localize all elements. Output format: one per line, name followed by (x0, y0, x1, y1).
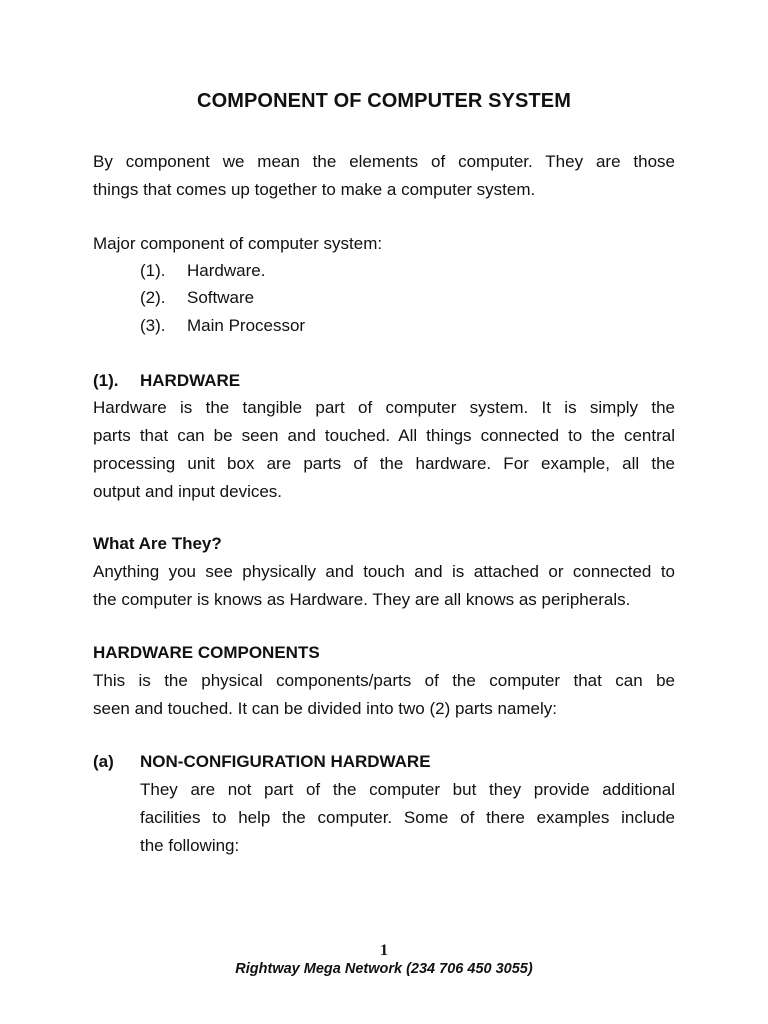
list-item (140, 312, 440, 340)
section-heading-text: HARDWARE (140, 371, 241, 390)
section-heading-text: NON-CONFIGURATION HARDWARE (140, 752, 431, 771)
list-item-text: Main Processor (187, 316, 306, 335)
hardware-paragraph (93, 394, 675, 506)
non-configuration-heading (93, 748, 493, 776)
hardware-components-paragraph (93, 667, 675, 723)
hardware-line: processing unit box are parts of the hardware. For example, all the (93, 454, 675, 473)
what-are-they-line: the computer is knows as Hardware. They are all knows as peripherals. (93, 590, 631, 609)
intro-paragraph (93, 148, 675, 204)
footer-text: Rightway Mega Network (234 706 450 3055) (235, 961, 533, 977)
list-item-text: Software (187, 288, 255, 307)
page-title: COMPONENT OF COMPUTER SYSTEM (197, 90, 571, 112)
list-item-number: (2). (140, 288, 166, 307)
hardware-line: output and input devices. (93, 482, 283, 501)
non-configuration-line: the following: (140, 836, 240, 855)
list-item (140, 284, 440, 312)
page-number: 1 (380, 942, 388, 959)
what-are-they-line: Anything you see physically and touch and is attached or connected to (93, 562, 675, 581)
what-are-they-paragraph (93, 558, 675, 614)
intro-line: By component we mean the elements of computer. They are those (93, 152, 675, 171)
list-item-number: (1). (140, 261, 166, 280)
hardware-components-line: seen and touched. It can be divided into two (2) parts namely: (93, 699, 557, 718)
hardware-components-line: This is the physical components/parts of the computer that can be (93, 671, 675, 690)
major-component-heading: Major component of computer system: (93, 234, 383, 253)
non-configuration-line: They are not part of the computer but they provide additional (140, 780, 675, 799)
what-are-they-heading: What Are They? (93, 534, 222, 553)
hardware-line: Hardware is the tangible part of computer system. It is simply the (93, 398, 675, 417)
section-number: (1). (93, 371, 119, 390)
list-item (140, 257, 440, 285)
non-configuration-line: facilities to help the computer. Some of there examples include (140, 808, 675, 827)
hardware-heading (93, 367, 393, 395)
section-label: (a) (93, 752, 114, 771)
list-item-number: (3). (140, 316, 166, 335)
intro-line: things that comes up together to make a computer system. (93, 180, 536, 199)
list-item-text: Hardware. (187, 261, 266, 280)
hardware-components-heading: HARDWARE COMPONENTS (93, 643, 320, 662)
non-configuration-paragraph (140, 776, 675, 860)
hardware-line: parts that can be seen and touched. All things connected to the central (93, 426, 675, 445)
